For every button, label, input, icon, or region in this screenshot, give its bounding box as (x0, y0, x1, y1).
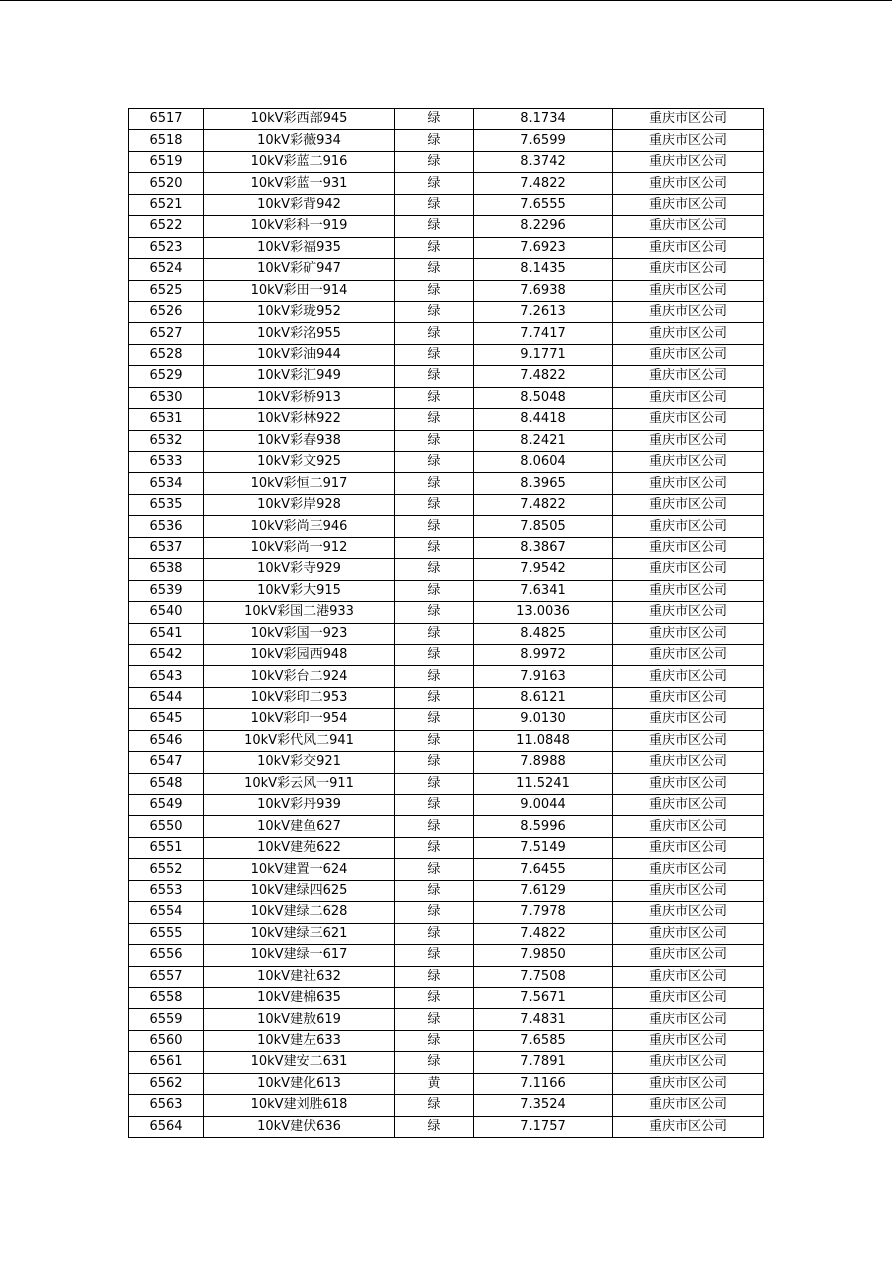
value-cell: 7.7978 (474, 902, 613, 923)
status-cell: 绿 (395, 216, 474, 237)
company-cell: 重庆市区公司 (613, 773, 764, 794)
value-cell: 7.6585 (474, 1030, 613, 1051)
line-name-cell: 10kV建化613 (204, 1073, 395, 1094)
table-row (129, 259, 764, 280)
row-number-cell: 6525 (129, 280, 204, 301)
company-cell: 重庆市区公司 (613, 366, 764, 387)
line-name-cell: 10kV建苑622 (204, 837, 395, 858)
line-name-cell: 10kV彩西部945 (204, 109, 395, 130)
table-row (129, 1073, 764, 1094)
status-cell: 绿 (395, 687, 474, 708)
row-number-cell: 6523 (129, 237, 204, 258)
value-cell: 8.4825 (474, 623, 613, 644)
value-cell: 11.0848 (474, 730, 613, 751)
table-row (129, 816, 764, 837)
line-name-cell: 10kV建绿一617 (204, 945, 395, 966)
company-cell: 重庆市区公司 (613, 923, 764, 944)
row-number-cell: 6554 (129, 902, 204, 923)
value-cell: 7.6938 (474, 280, 613, 301)
table-row (129, 709, 764, 730)
line-name-cell: 10kV彩蓝二916 (204, 151, 395, 172)
company-cell: 重庆市区公司 (613, 709, 764, 730)
table-row (129, 1009, 764, 1030)
row-number-cell: 6537 (129, 537, 204, 558)
table-row (129, 452, 764, 473)
row-number-cell: 6522 (129, 216, 204, 237)
table-row (129, 366, 764, 387)
line-name-cell: 10kV建安二631 (204, 1052, 395, 1073)
row-number-cell: 6551 (129, 837, 204, 858)
line-name-cell: 10kV彩蓝一931 (204, 173, 395, 194)
row-number-cell: 6524 (129, 259, 204, 280)
row-number-cell: 6533 (129, 452, 204, 473)
feeder-table (128, 108, 764, 1138)
status-cell: 绿 (395, 1009, 474, 1030)
value-cell: 8.3867 (474, 537, 613, 558)
status-cell: 绿 (395, 1052, 474, 1073)
row-number-cell: 6543 (129, 666, 204, 687)
table-row (129, 109, 764, 130)
value-cell: 7.4822 (474, 173, 613, 194)
line-name-cell: 10kV彩印一954 (204, 709, 395, 730)
company-cell: 重庆市区公司 (613, 987, 764, 1008)
value-cell: 8.1734 (474, 109, 613, 130)
line-name-cell: 10kV彩国一923 (204, 623, 395, 644)
row-number-cell: 6530 (129, 387, 204, 408)
row-number-cell: 6556 (129, 945, 204, 966)
company-cell: 重庆市区公司 (613, 173, 764, 194)
status-cell: 绿 (395, 623, 474, 644)
row-number-cell: 6562 (129, 1073, 204, 1094)
company-cell: 重庆市区公司 (613, 730, 764, 751)
status-cell: 绿 (395, 816, 474, 837)
company-cell: 重庆市区公司 (613, 1095, 764, 1116)
company-cell: 重庆市区公司 (613, 259, 764, 280)
row-number-cell: 6550 (129, 816, 204, 837)
line-name-cell: 10kV建社632 (204, 966, 395, 987)
table-row (129, 280, 764, 301)
line-name-cell: 10kV建伏636 (204, 1116, 395, 1137)
line-name-cell: 10kV建刘胜618 (204, 1095, 395, 1116)
line-name-cell: 10kV彩油944 (204, 344, 395, 365)
table-row (129, 752, 764, 773)
table-row (129, 923, 764, 944)
row-number-cell: 6539 (129, 580, 204, 601)
company-cell: 重庆市区公司 (613, 837, 764, 858)
company-cell: 重庆市区公司 (613, 387, 764, 408)
company-cell: 重庆市区公司 (613, 687, 764, 708)
row-number-cell: 6521 (129, 194, 204, 215)
line-name-cell: 10kV彩文925 (204, 452, 395, 473)
line-name-cell: 10kV建绿三621 (204, 923, 395, 944)
table-row (129, 1116, 764, 1137)
value-cell: 7.3524 (474, 1095, 613, 1116)
line-name-cell: 10kV建置一624 (204, 859, 395, 880)
table-row (129, 323, 764, 344)
feeder-table-body (129, 109, 764, 1138)
company-cell: 重庆市区公司 (613, 280, 764, 301)
table-row (129, 987, 764, 1008)
table-row (129, 966, 764, 987)
line-name-cell: 10kV建棉635 (204, 987, 395, 1008)
status-cell: 绿 (395, 237, 474, 258)
company-cell: 重庆市区公司 (613, 1052, 764, 1073)
line-name-cell: 10kV彩岸928 (204, 494, 395, 515)
value-cell: 7.6555 (474, 194, 613, 215)
line-name-cell: 10kV彩大915 (204, 580, 395, 601)
table-row (129, 301, 764, 322)
status-cell: 绿 (395, 537, 474, 558)
value-cell: 7.4822 (474, 923, 613, 944)
status-cell: 绿 (395, 902, 474, 923)
status-cell: 绿 (395, 837, 474, 858)
value-cell: 7.6923 (474, 237, 613, 258)
row-number-cell: 6528 (129, 344, 204, 365)
status-cell: 绿 (395, 280, 474, 301)
line-name-cell: 10kV建绿四625 (204, 880, 395, 901)
company-cell: 重庆市区公司 (613, 966, 764, 987)
value-cell: 8.2296 (474, 216, 613, 237)
row-number-cell: 6542 (129, 644, 204, 665)
status-cell: 绿 (395, 301, 474, 322)
status-cell: 绿 (395, 151, 474, 172)
table-row (129, 173, 764, 194)
line-name-cell: 10kV彩云风一911 (204, 773, 395, 794)
status-cell: 绿 (395, 602, 474, 623)
table-row (129, 430, 764, 451)
table-row (129, 1052, 764, 1073)
company-cell: 重庆市区公司 (613, 537, 764, 558)
company-cell: 重庆市区公司 (613, 109, 764, 130)
status-cell: 绿 (395, 709, 474, 730)
status-cell: 绿 (395, 109, 474, 130)
value-cell: 7.1166 (474, 1073, 613, 1094)
value-cell: 7.6455 (474, 859, 613, 880)
line-name-cell: 10kV彩林922 (204, 409, 395, 430)
company-cell: 重庆市区公司 (613, 559, 764, 580)
row-number-cell: 6517 (129, 109, 204, 130)
row-number-cell: 6535 (129, 494, 204, 515)
value-cell: 7.9850 (474, 945, 613, 966)
row-number-cell: 6538 (129, 559, 204, 580)
status-cell: 绿 (395, 344, 474, 365)
value-cell: 7.4831 (474, 1009, 613, 1030)
value-cell: 7.4822 (474, 494, 613, 515)
value-cell: 8.1435 (474, 259, 613, 280)
line-name-cell: 10kV建鱼627 (204, 816, 395, 837)
line-name-cell: 10kV彩恒二917 (204, 473, 395, 494)
value-cell: 8.3965 (474, 473, 613, 494)
status-cell: 绿 (395, 516, 474, 537)
table-row (129, 687, 764, 708)
status-cell: 绿 (395, 987, 474, 1008)
row-number-cell: 6541 (129, 623, 204, 644)
status-cell: 绿 (395, 1095, 474, 1116)
table-row (129, 859, 764, 880)
status-cell: 绿 (395, 730, 474, 751)
company-cell: 重庆市区公司 (613, 1073, 764, 1094)
company-cell: 重庆市区公司 (613, 323, 764, 344)
line-name-cell: 10kV彩丹939 (204, 795, 395, 816)
value-cell: 9.1771 (474, 344, 613, 365)
value-cell: 7.9542 (474, 559, 613, 580)
table-row (129, 1030, 764, 1051)
table-row (129, 473, 764, 494)
company-cell: 重庆市区公司 (613, 130, 764, 151)
status-cell: 绿 (395, 1030, 474, 1051)
value-cell: 8.5996 (474, 816, 613, 837)
value-cell: 7.6341 (474, 580, 613, 601)
row-number-cell: 6540 (129, 602, 204, 623)
company-cell: 重庆市区公司 (613, 1116, 764, 1137)
company-cell: 重庆市区公司 (613, 880, 764, 901)
table-row (129, 837, 764, 858)
row-number-cell: 6555 (129, 923, 204, 944)
value-cell: 7.7417 (474, 323, 613, 344)
value-cell: 7.6599 (474, 130, 613, 151)
status-cell: 绿 (395, 923, 474, 944)
status-cell: 绿 (395, 409, 474, 430)
line-name-cell: 10kV彩寺929 (204, 559, 395, 580)
row-number-cell: 6559 (129, 1009, 204, 1030)
table-row (129, 644, 764, 665)
company-cell: 重庆市区公司 (613, 795, 764, 816)
line-name-cell: 10kV彩汇949 (204, 366, 395, 387)
table-row (129, 773, 764, 794)
line-name-cell: 10kV彩园西948 (204, 644, 395, 665)
status-cell: 黄 (395, 1073, 474, 1094)
line-name-cell: 10kV彩科一919 (204, 216, 395, 237)
status-cell: 绿 (395, 130, 474, 151)
status-cell: 绿 (395, 752, 474, 773)
row-number-cell: 6544 (129, 687, 204, 708)
row-number-cell: 6536 (129, 516, 204, 537)
row-number-cell: 6527 (129, 323, 204, 344)
table-row (129, 623, 764, 644)
value-cell: 8.6121 (474, 687, 613, 708)
table-row (129, 537, 764, 558)
table-row (129, 1095, 764, 1116)
row-number-cell: 6563 (129, 1095, 204, 1116)
company-cell: 重庆市区公司 (613, 494, 764, 515)
row-number-cell: 6519 (129, 151, 204, 172)
value-cell: 7.6129 (474, 880, 613, 901)
value-cell: 7.8988 (474, 752, 613, 773)
line-name-cell: 10kV彩薇934 (204, 130, 395, 151)
table-row (129, 666, 764, 687)
table-row (129, 559, 764, 580)
row-number-cell: 6546 (129, 730, 204, 751)
status-cell: 绿 (395, 945, 474, 966)
value-cell: 7.7508 (474, 966, 613, 987)
status-cell: 绿 (395, 859, 474, 880)
table-row (129, 194, 764, 215)
status-cell: 绿 (395, 494, 474, 515)
line-name-cell: 10kV彩尚三946 (204, 516, 395, 537)
table-row (129, 795, 764, 816)
company-cell: 重庆市区公司 (613, 666, 764, 687)
value-cell: 8.0604 (474, 452, 613, 473)
status-cell: 绿 (395, 559, 474, 580)
line-name-cell: 10kV彩田一914 (204, 280, 395, 301)
table-row (129, 880, 764, 901)
line-name-cell: 10kV彩春938 (204, 430, 395, 451)
value-cell: 9.0044 (474, 795, 613, 816)
table-row (129, 237, 764, 258)
table-row (129, 730, 764, 751)
line-name-cell: 10kV彩国二港933 (204, 602, 395, 623)
company-cell: 重庆市区公司 (613, 623, 764, 644)
status-cell: 绿 (395, 473, 474, 494)
status-cell: 绿 (395, 1116, 474, 1137)
status-cell: 绿 (395, 880, 474, 901)
row-number-cell: 6529 (129, 366, 204, 387)
value-cell: 7.9163 (474, 666, 613, 687)
table-row (129, 945, 764, 966)
line-name-cell: 10kV彩福935 (204, 237, 395, 258)
status-cell: 绿 (395, 259, 474, 280)
value-cell: 8.2421 (474, 430, 613, 451)
line-name-cell: 10kV彩洺955 (204, 323, 395, 344)
status-cell: 绿 (395, 795, 474, 816)
row-number-cell: 6553 (129, 880, 204, 901)
row-number-cell: 6557 (129, 966, 204, 987)
value-cell: 13.0036 (474, 602, 613, 623)
status-cell: 绿 (395, 666, 474, 687)
status-cell: 绿 (395, 580, 474, 601)
status-cell: 绿 (395, 644, 474, 665)
line-name-cell: 10kV彩矿947 (204, 259, 395, 280)
line-name-cell: 10kV彩代风二941 (204, 730, 395, 751)
company-cell: 重庆市区公司 (613, 816, 764, 837)
status-cell: 绿 (395, 387, 474, 408)
status-cell: 绿 (395, 773, 474, 794)
table-row (129, 409, 764, 430)
line-name-cell: 10kV建敖619 (204, 1009, 395, 1030)
table-row (129, 602, 764, 623)
company-cell: 重庆市区公司 (613, 473, 764, 494)
line-name-cell: 10kV彩尚一912 (204, 537, 395, 558)
table-row (129, 151, 764, 172)
company-cell: 重庆市区公司 (613, 902, 764, 923)
company-cell: 重庆市区公司 (613, 301, 764, 322)
value-cell: 11.5241 (474, 773, 613, 794)
company-cell: 重庆市区公司 (613, 945, 764, 966)
line-name-cell: 10kV彩珑952 (204, 301, 395, 322)
page-top-rule (0, 0, 892, 1)
company-cell: 重庆市区公司 (613, 409, 764, 430)
company-cell: 重庆市区公司 (613, 237, 764, 258)
row-number-cell: 6532 (129, 430, 204, 451)
table-row (129, 130, 764, 151)
company-cell: 重庆市区公司 (613, 452, 764, 473)
row-number-cell: 6561 (129, 1052, 204, 1073)
value-cell: 8.4418 (474, 409, 613, 430)
table-row (129, 902, 764, 923)
table-row (129, 344, 764, 365)
row-number-cell: 6560 (129, 1030, 204, 1051)
status-cell: 绿 (395, 194, 474, 215)
value-cell: 7.2613 (474, 301, 613, 322)
row-number-cell: 6547 (129, 752, 204, 773)
line-name-cell: 10kV建绿二628 (204, 902, 395, 923)
value-cell: 7.8505 (474, 516, 613, 537)
company-cell: 重庆市区公司 (613, 580, 764, 601)
line-name-cell: 10kV彩交921 (204, 752, 395, 773)
row-number-cell: 6558 (129, 987, 204, 1008)
company-cell: 重庆市区公司 (613, 602, 764, 623)
line-name-cell: 10kV彩台二924 (204, 666, 395, 687)
row-number-cell: 6545 (129, 709, 204, 730)
line-name-cell: 10kV彩桥913 (204, 387, 395, 408)
value-cell: 7.4822 (474, 366, 613, 387)
company-cell: 重庆市区公司 (613, 151, 764, 172)
row-number-cell: 6534 (129, 473, 204, 494)
company-cell: 重庆市区公司 (613, 194, 764, 215)
company-cell: 重庆市区公司 (613, 859, 764, 880)
status-cell: 绿 (395, 323, 474, 344)
company-cell: 重庆市区公司 (613, 644, 764, 665)
company-cell: 重庆市区公司 (613, 752, 764, 773)
status-cell: 绿 (395, 430, 474, 451)
value-cell: 7.1757 (474, 1116, 613, 1137)
value-cell: 7.7891 (474, 1052, 613, 1073)
row-number-cell: 6531 (129, 409, 204, 430)
table-row (129, 580, 764, 601)
table-row (129, 216, 764, 237)
company-cell: 重庆市区公司 (613, 1030, 764, 1051)
value-cell: 9.0130 (474, 709, 613, 730)
table-row (129, 387, 764, 408)
company-cell: 重庆市区公司 (613, 1009, 764, 1030)
status-cell: 绿 (395, 966, 474, 987)
row-number-cell: 6520 (129, 173, 204, 194)
row-number-cell: 6526 (129, 301, 204, 322)
line-name-cell: 10kV彩背942 (204, 194, 395, 215)
line-name-cell: 10kV彩印二953 (204, 687, 395, 708)
row-number-cell: 6564 (129, 1116, 204, 1137)
value-cell: 8.9972 (474, 644, 613, 665)
company-cell: 重庆市区公司 (613, 216, 764, 237)
status-cell: 绿 (395, 366, 474, 387)
company-cell: 重庆市区公司 (613, 516, 764, 537)
value-cell: 8.3742 (474, 151, 613, 172)
row-number-cell: 6552 (129, 859, 204, 880)
table-row (129, 516, 764, 537)
row-number-cell: 6518 (129, 130, 204, 151)
status-cell: 绿 (395, 173, 474, 194)
table-row (129, 494, 764, 515)
row-number-cell: 6548 (129, 773, 204, 794)
company-cell: 重庆市区公司 (613, 344, 764, 365)
line-name-cell: 10kV建左633 (204, 1030, 395, 1051)
value-cell: 7.5149 (474, 837, 613, 858)
status-cell: 绿 (395, 452, 474, 473)
row-number-cell: 6549 (129, 795, 204, 816)
value-cell: 8.5048 (474, 387, 613, 408)
company-cell: 重庆市区公司 (613, 430, 764, 451)
value-cell: 7.5671 (474, 987, 613, 1008)
